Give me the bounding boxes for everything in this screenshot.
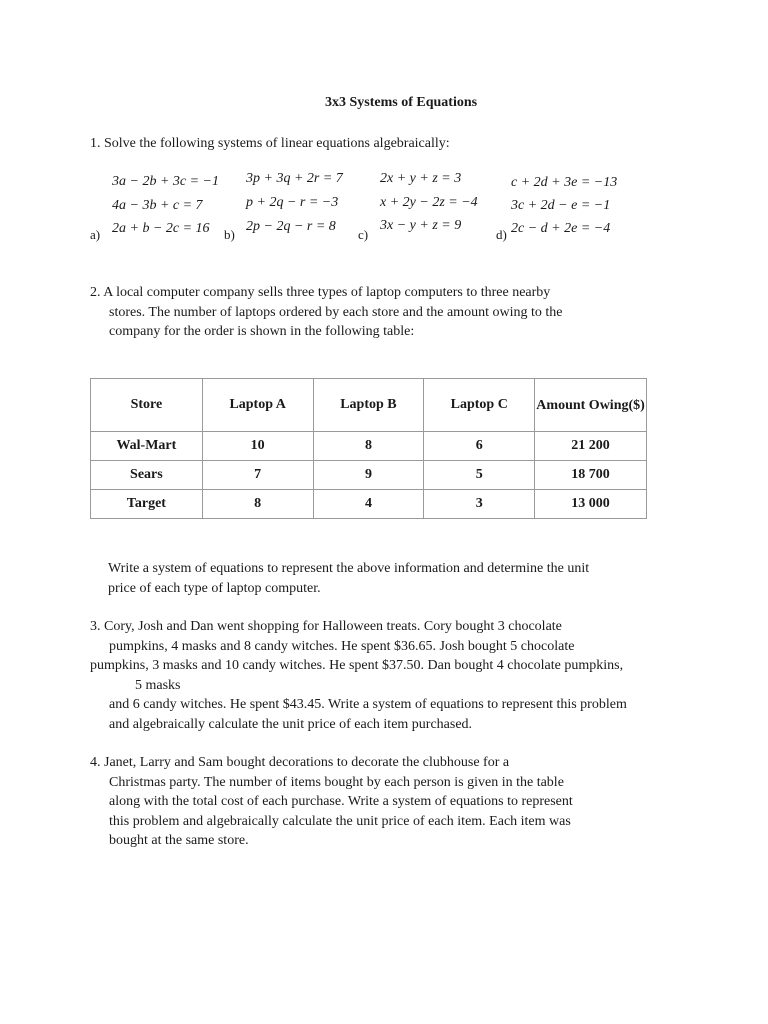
q2-follow-line-2: price of each type of laptop computer. <box>108 580 321 596</box>
system-c-eq2: x + 2y − 2z = −4 <box>380 195 478 210</box>
table-row <box>91 461 647 490</box>
cell-laptop-b: 8 <box>313 432 424 461</box>
table-row <box>91 432 647 461</box>
table-row <box>91 490 647 519</box>
header-laptop-a: Laptop A <box>202 379 313 432</box>
cell-laptop-a: 8 <box>202 490 313 519</box>
cell-amount: 18 700 <box>535 461 647 490</box>
header-laptop-c: Laptop C <box>424 379 535 432</box>
q4-line-2: Christmas party. The number of items bought by each person is given in the table <box>109 774 564 790</box>
system-a-label: a) <box>90 227 101 242</box>
q4-line-1: 4. Janet, Larry and Sam bought decorations to decorate the clubhouse for a <box>90 755 510 770</box>
system-a-eq3: 2a + b − 2c = 16 <box>112 221 210 236</box>
q3-line-3: pumpkins, 3 masks and 10 candy witches. He spent $37.50. Dan bought 4 chocolate pumpkins, <box>90 658 624 673</box>
system-c-label: c) <box>358 227 369 242</box>
system-c-eq3: 3x − y + z = 9 <box>380 218 462 233</box>
system-d-eq2: 3c + 2d − e = −1 <box>511 198 611 213</box>
cell-laptop-a: 7 <box>202 461 313 490</box>
q3-line-6: and algebraically calculate the unit price of each item purchased. <box>109 716 473 732</box>
system-d-eq1: c + 2d + 3e = −13 <box>511 175 618 190</box>
q2-line-2: stores. The number of laptops ordered by each store and the amount owing to the <box>109 304 563 320</box>
header-amount-owing: Amount Owing($) <box>535 379 647 432</box>
cell-laptop-c: 5 <box>424 461 535 490</box>
q3-line-1: 3. Cory, Josh and Dan went shopping for Halloween treats. Cory bought 3 chocolate <box>90 619 562 634</box>
header-store: Store <box>91 379 203 432</box>
system-d-label: d) <box>496 227 507 242</box>
q4-line-3: along with the total cost of each purchase. Write a system of equations to represent <box>109 794 573 809</box>
q4-line-4: this problem and algebraically calculate the unit price of each item. Each item was <box>109 813 571 829</box>
cell-store: Target <box>91 490 203 519</box>
system-a-eq1: 3a − 2b + 3c = −1 <box>112 174 220 189</box>
system-b-eq2: p + 2q − r = −3 <box>246 195 339 210</box>
cell-store: Sears <box>91 461 203 490</box>
cell-laptop-b: 4 <box>313 490 424 519</box>
q3-line-5: and 6 candy witches. He spent $43.45. Write a system of equations to represent this problem <box>109 697 627 712</box>
q3-line-2: pumpkins, 4 masks and 8 candy witches. He spent $36.65. Josh bought 5 chocolate <box>109 638 575 654</box>
q2-follow-up <box>108 559 589 598</box>
cell-laptop-b: 9 <box>313 461 424 490</box>
cell-amount: 13 000 <box>535 490 647 519</box>
system-b-eq1: 3p + 3q + 2r = 7 <box>246 171 343 186</box>
header-laptop-b: Laptop B <box>313 379 424 432</box>
system-b-eq3: 2p − 2q − r = 8 <box>246 219 336 234</box>
q2-follow-line-1: Write a system of equations to represent the above information and determine the unit <box>108 561 590 576</box>
cell-laptop-c: 3 <box>424 490 535 519</box>
cell-amount: 21 200 <box>535 432 647 461</box>
system-a-eq2: 4a − 3b + c = 7 <box>112 198 203 213</box>
system-c-eq1: 2x + y + z = 3 <box>380 171 462 186</box>
q2-text <box>90 283 562 342</box>
system-d-eq3: 2c − d + 2e = −4 <box>511 221 611 236</box>
cell-store: Wal-Mart <box>91 432 203 461</box>
q1-prompt: 1. Solve the following systems of linear equations algebraically: <box>90 136 450 151</box>
q2-line-1: 2. A local computer company sells three types of laptop computers to three nearby <box>90 285 551 300</box>
q4-line-5: bought at the same store. <box>109 833 249 848</box>
cell-laptop-a: 10 <box>202 432 313 461</box>
system-b-label: b) <box>224 227 235 242</box>
q4-text <box>90 753 573 851</box>
q3-text <box>90 617 627 734</box>
page-title: 3x3 Systems of Equations <box>325 95 478 110</box>
laptop-orders-table <box>90 378 647 519</box>
q3-line-4: 5 masks <box>135 677 181 693</box>
cell-laptop-c: 6 <box>424 432 535 461</box>
table-header-row <box>91 379 647 432</box>
q2-line-3: company for the order is shown in the following table: <box>109 324 415 339</box>
